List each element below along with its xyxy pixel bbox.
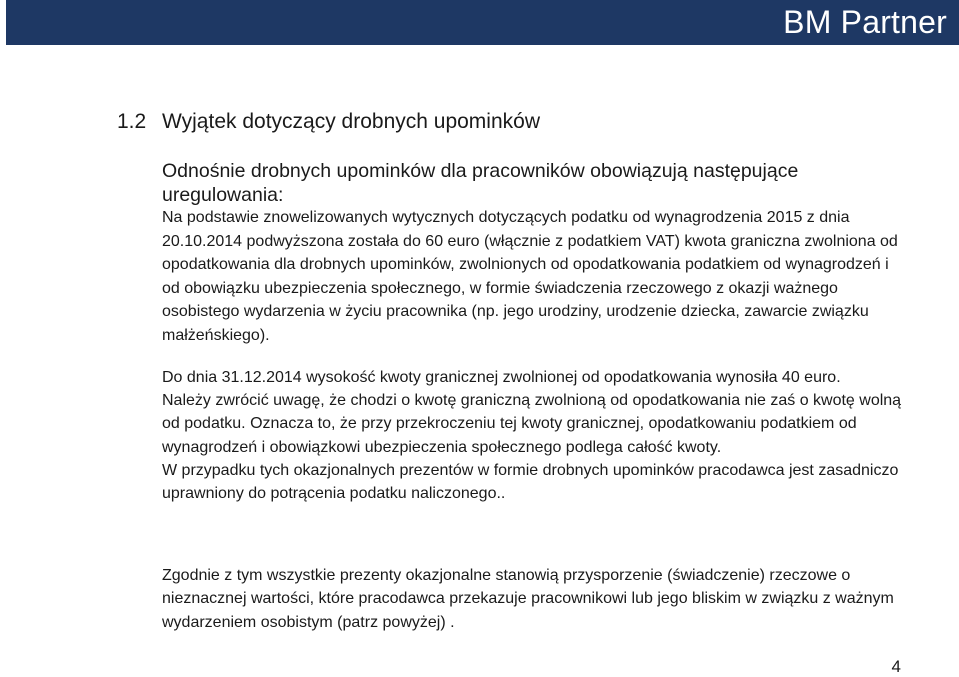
paragraph-wytyczne: Na podstawie znowelizowanych wytycznych dotyczących podatku od wynagrodzenia 2015 z dnia 20.10.2014 podwyższona została do 60 euro (włącznie z podatkiem VAT) kwota graniczna zwolniona od opodatkowania dla drobnych upominków, zwolnionych od opodatkowania podatkiem od wynagrodzeń i od obowiązku ubezpieczenia społecznego, w formie świadczenia rzeczowego z okazji ważnego osobistego wydarzenia w życiu pracownika (np. jego urodziny, urodzenie dziecka, zawarcie związku małżeńskiego). — [162, 209, 898, 344]
paragraph-vat-deduction: W przypadku tych okazjonalnych prezentów w formie drobnych upominków pracodawca jest zasadniczo uprawniony do potrącenia podatku naliczonego.. — [162, 461, 899, 503]
section-heading — [117, 108, 540, 136]
paragraph-group — [162, 366, 902, 505]
section-title: Wyjątek dotyczący drobnych upominków — [162, 110, 540, 133]
intro-text: Odnośnie drobnych upominków dla pracowników obowiązują następujące uregulowania: — [162, 160, 799, 206]
page-number: 4 — [891, 657, 901, 676]
paragraph-conclusion: Zgodnie z tym wszystkie prezenty okazjonalne stanowią przysporzenie (świadczenie) rzeczowe o nieznacznej wartości, które pracodawca przekazuje pracownikowi lub jego bliskim w związku z ważnym wydarzeniem osobistym (patrz powyżej) . — [162, 567, 894, 631]
brand-logo-text: BM Partner — [783, 4, 947, 40]
paragraph-previous-limit: Do dnia 31.12.2014 wysokość kwoty granicznej zwolnionej od opodatkowania wynosiła 40 euro. — [162, 369, 841, 386]
paragraph-limit-note: Należy zwrócić uwagę, że chodzi o kwotę graniczną zwolnioną od opodatkowania nie zaś o kwotę wolną od podatku. Oznacza to, że przy przekroczeniu tej kwoty granicznej, opodatkowaniu podatkiem od wynagrodzeń i obowiązkowi ubezpieczenia społecznego podlega całość kwoty. — [162, 392, 902, 456]
section-number: 1.2 — [117, 110, 147, 133]
header-bar — [6, 0, 959, 45]
